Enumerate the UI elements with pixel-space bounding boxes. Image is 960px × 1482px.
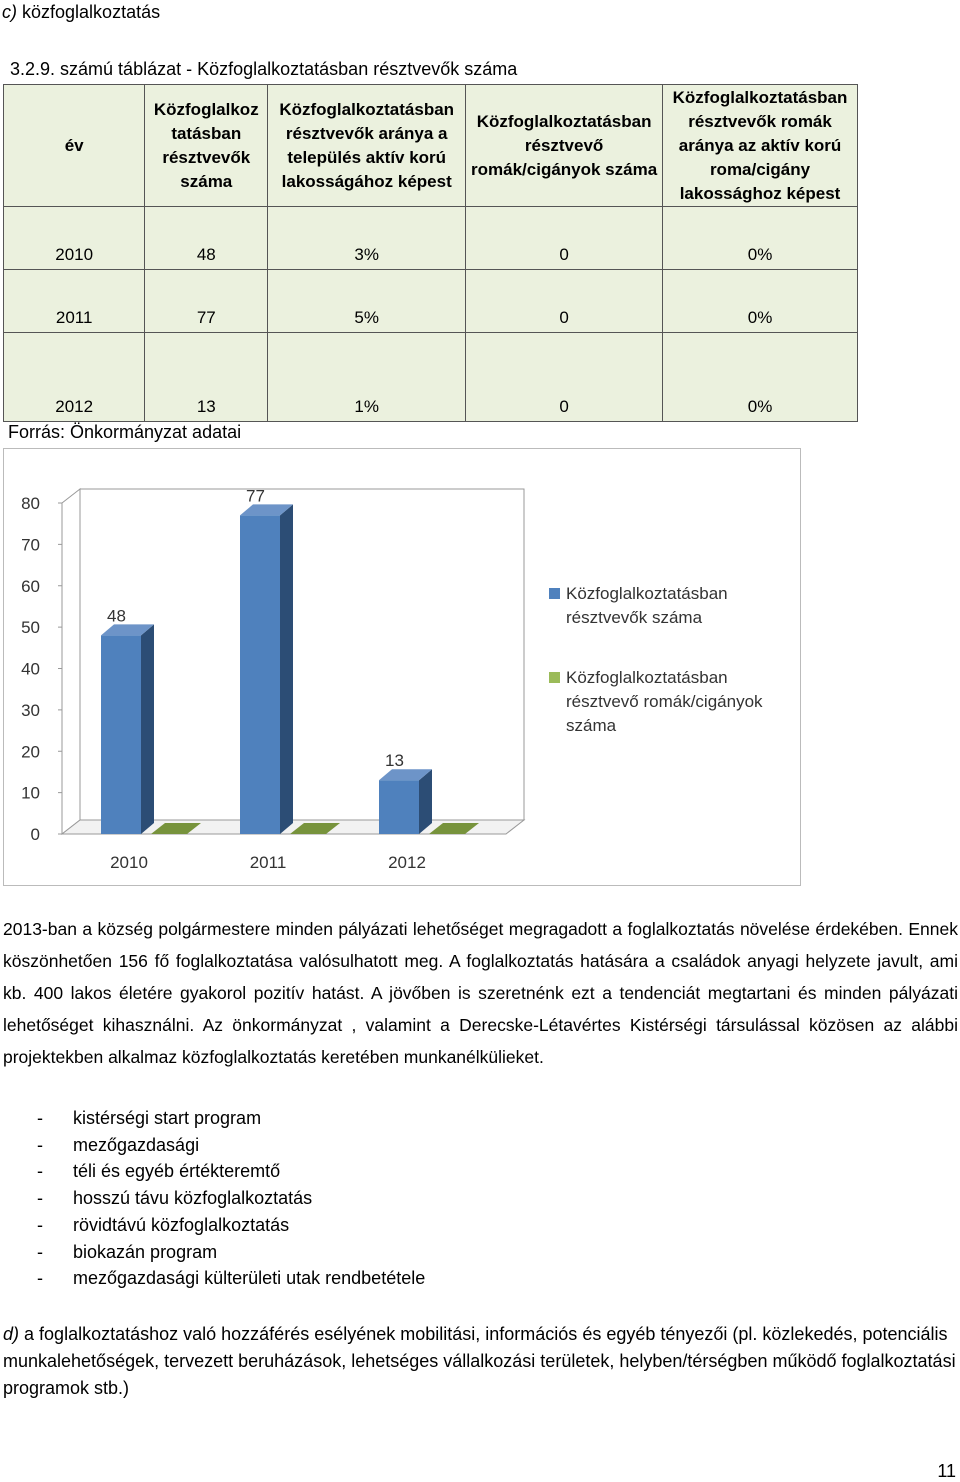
section-c-title: közfoglalkoztatás bbox=[22, 2, 161, 22]
paragraph-text: 2013-ban a község polgármestere minden pályázati lehetőséget megragadott a foglalkoztatás növelése érdekében. Ennek köszönhetően 156 fő foglalkoztatása valósulhatott meg. A foglalkoztatás hatására a családok anyagi helyzete javult, ami kb. 400 lakos életére gyakorol pozitív hatást. A jövőben is szeretnénk ezt a tendenciát megtartani és minden pályázati lehetőséget kihasználni. Az önkormányzat , valamint a Derecske-Létavértes Kistérségi társulással közösen az alábbi projektekben alkalmaz közfoglalkoztatás keretében munkanélkülieket. bbox=[3, 919, 958, 1067]
list-dash: - bbox=[37, 1108, 43, 1128]
bar-participants bbox=[101, 635, 141, 834]
project-list bbox=[37, 1105, 425, 1292]
y-tick-label: 70 bbox=[21, 535, 40, 555]
legend-label: résztvevő romák/cigányok bbox=[566, 692, 763, 711]
list-item-text: mezőgazdasági külterületi utak rendbetétele bbox=[73, 1268, 426, 1289]
data-label: 48 bbox=[107, 606, 126, 626]
table-row bbox=[4, 270, 858, 333]
legend-label: résztvevők száma bbox=[566, 608, 703, 627]
legend-label: Közfoglalkoztatásban bbox=[566, 668, 728, 687]
cell-participants: 13 bbox=[145, 333, 268, 422]
list-dash: - bbox=[37, 1241, 43, 1262]
cell-participants: 77 bbox=[145, 270, 268, 333]
data-label: 77 bbox=[246, 486, 265, 506]
legend-label: Közfoglalkoztatásban bbox=[566, 584, 728, 603]
bar-participants bbox=[240, 515, 280, 834]
y-tick-label: 30 bbox=[21, 700, 40, 720]
list-item bbox=[37, 1105, 425, 1132]
header-participant-ratio: Közfoglalkoztatásban résztvevők aránya a település aktív korú lakosságához képest bbox=[268, 85, 466, 207]
participants-table bbox=[3, 84, 858, 422]
list-dash: - bbox=[37, 1188, 43, 1209]
table-row bbox=[4, 207, 858, 270]
list-item-text: hosszú távu közfoglalkoztatás bbox=[73, 1188, 313, 1209]
bar-chart bbox=[3, 448, 801, 886]
x-tick-label: 2012 bbox=[388, 853, 426, 872]
list-dash: - bbox=[37, 1134, 43, 1155]
list-item-text: biokazán program bbox=[73, 1241, 218, 1262]
cell-roma-participants: 0 bbox=[466, 270, 663, 333]
cell-year: 2011 bbox=[4, 270, 145, 333]
y-tick-label: 10 bbox=[21, 783, 40, 803]
section-c-heading bbox=[2, 2, 160, 23]
list-item bbox=[37, 1132, 425, 1159]
table-header-row bbox=[4, 85, 858, 207]
section-c-letter: c) bbox=[2, 2, 17, 22]
x-tick-label: 2010 bbox=[110, 853, 148, 872]
cell-year: 2012 bbox=[4, 333, 145, 422]
y-tick-label: 0 bbox=[30, 825, 40, 844]
cell-roma-ratio: 0% bbox=[663, 333, 858, 422]
body-paragraph bbox=[3, 913, 958, 1073]
legend-swatch bbox=[549, 588, 560, 599]
cell-year: 2010 bbox=[4, 207, 145, 270]
y-tick-label: 60 bbox=[21, 576, 40, 596]
list-item-text: téli és egyéb értékteremtő bbox=[73, 1161, 281, 1182]
list-item-text: rövidtávú közfoglalkoztatás bbox=[73, 1214, 290, 1235]
cell-roma-participants: 0 bbox=[466, 333, 663, 422]
header-participants: Közfoglalkoz tatásban résztvevők száma bbox=[145, 85, 268, 207]
bar-participants-side bbox=[419, 769, 432, 834]
cell-participant-ratio: 1% bbox=[268, 333, 466, 422]
section-d-text: a foglalkoztatáshoz való hozzáférés esélyének mobilitási, információs és egyéb tényezői (pl. közlekedés, potenciális munkalehetőségek, tervezett beruházások, lehetséges vállalkozási területek, helyben/térségben működő foglalkoztatási programok stb.) bbox=[3, 1324, 956, 1398]
y-tick-label: 50 bbox=[21, 618, 40, 638]
list-item-text: kistérségi start program bbox=[73, 1108, 262, 1128]
list-dash: - bbox=[37, 1268, 43, 1289]
bar-participants-side bbox=[141, 624, 154, 834]
table-row bbox=[4, 333, 858, 422]
list-item bbox=[37, 1158, 425, 1185]
cell-participant-ratio: 3% bbox=[268, 207, 466, 270]
section-d-paragraph bbox=[3, 1321, 958, 1402]
list-item-text: mezőgazdasági bbox=[73, 1134, 200, 1155]
list-item bbox=[37, 1212, 425, 1239]
cell-participant-ratio: 5% bbox=[268, 270, 466, 333]
cell-roma-ratio: 0% bbox=[663, 207, 858, 270]
bar-participants bbox=[379, 780, 419, 834]
data-label: 13 bbox=[385, 751, 404, 771]
legend-swatch bbox=[549, 672, 560, 683]
list-dash: - bbox=[37, 1214, 43, 1235]
list-item bbox=[37, 1185, 425, 1212]
list-dash: - bbox=[37, 1161, 43, 1182]
bar-participants-side bbox=[280, 504, 293, 834]
page-number: 11 bbox=[937, 1461, 956, 1481]
y-tick-label: 20 bbox=[21, 742, 40, 762]
y-tick-label: 80 bbox=[21, 494, 40, 513]
cell-roma-ratio: 0% bbox=[663, 270, 858, 333]
cell-participants: 48 bbox=[145, 207, 268, 270]
list-item bbox=[37, 1239, 425, 1266]
y-tick-label: 40 bbox=[21, 659, 40, 679]
cell-roma-participants: 0 bbox=[466, 207, 663, 270]
legend-label: száma bbox=[566, 716, 617, 735]
header-roma-ratio: Közfoglalkoztatásban résztvevők romák aránya az aktív korú roma/cigány lakossághoz képest bbox=[663, 85, 858, 207]
bar-chart-svg bbox=[4, 449, 800, 885]
table-source: Forrás: Önkormányzat adatai bbox=[8, 422, 242, 442]
list-item bbox=[37, 1265, 425, 1292]
chart-side-wall bbox=[62, 489, 80, 834]
x-tick-label: 2011 bbox=[249, 853, 287, 872]
header-year: év bbox=[4, 85, 145, 207]
header-roma-participants: Közfoglalkoztatásban résztvevő romák/cigányok száma bbox=[466, 85, 663, 207]
section-d-letter: d) bbox=[3, 1324, 20, 1344]
table-caption: 3.2.9. számú táblázat - Közfoglalkoztatásban résztvevők száma bbox=[10, 59, 518, 79]
